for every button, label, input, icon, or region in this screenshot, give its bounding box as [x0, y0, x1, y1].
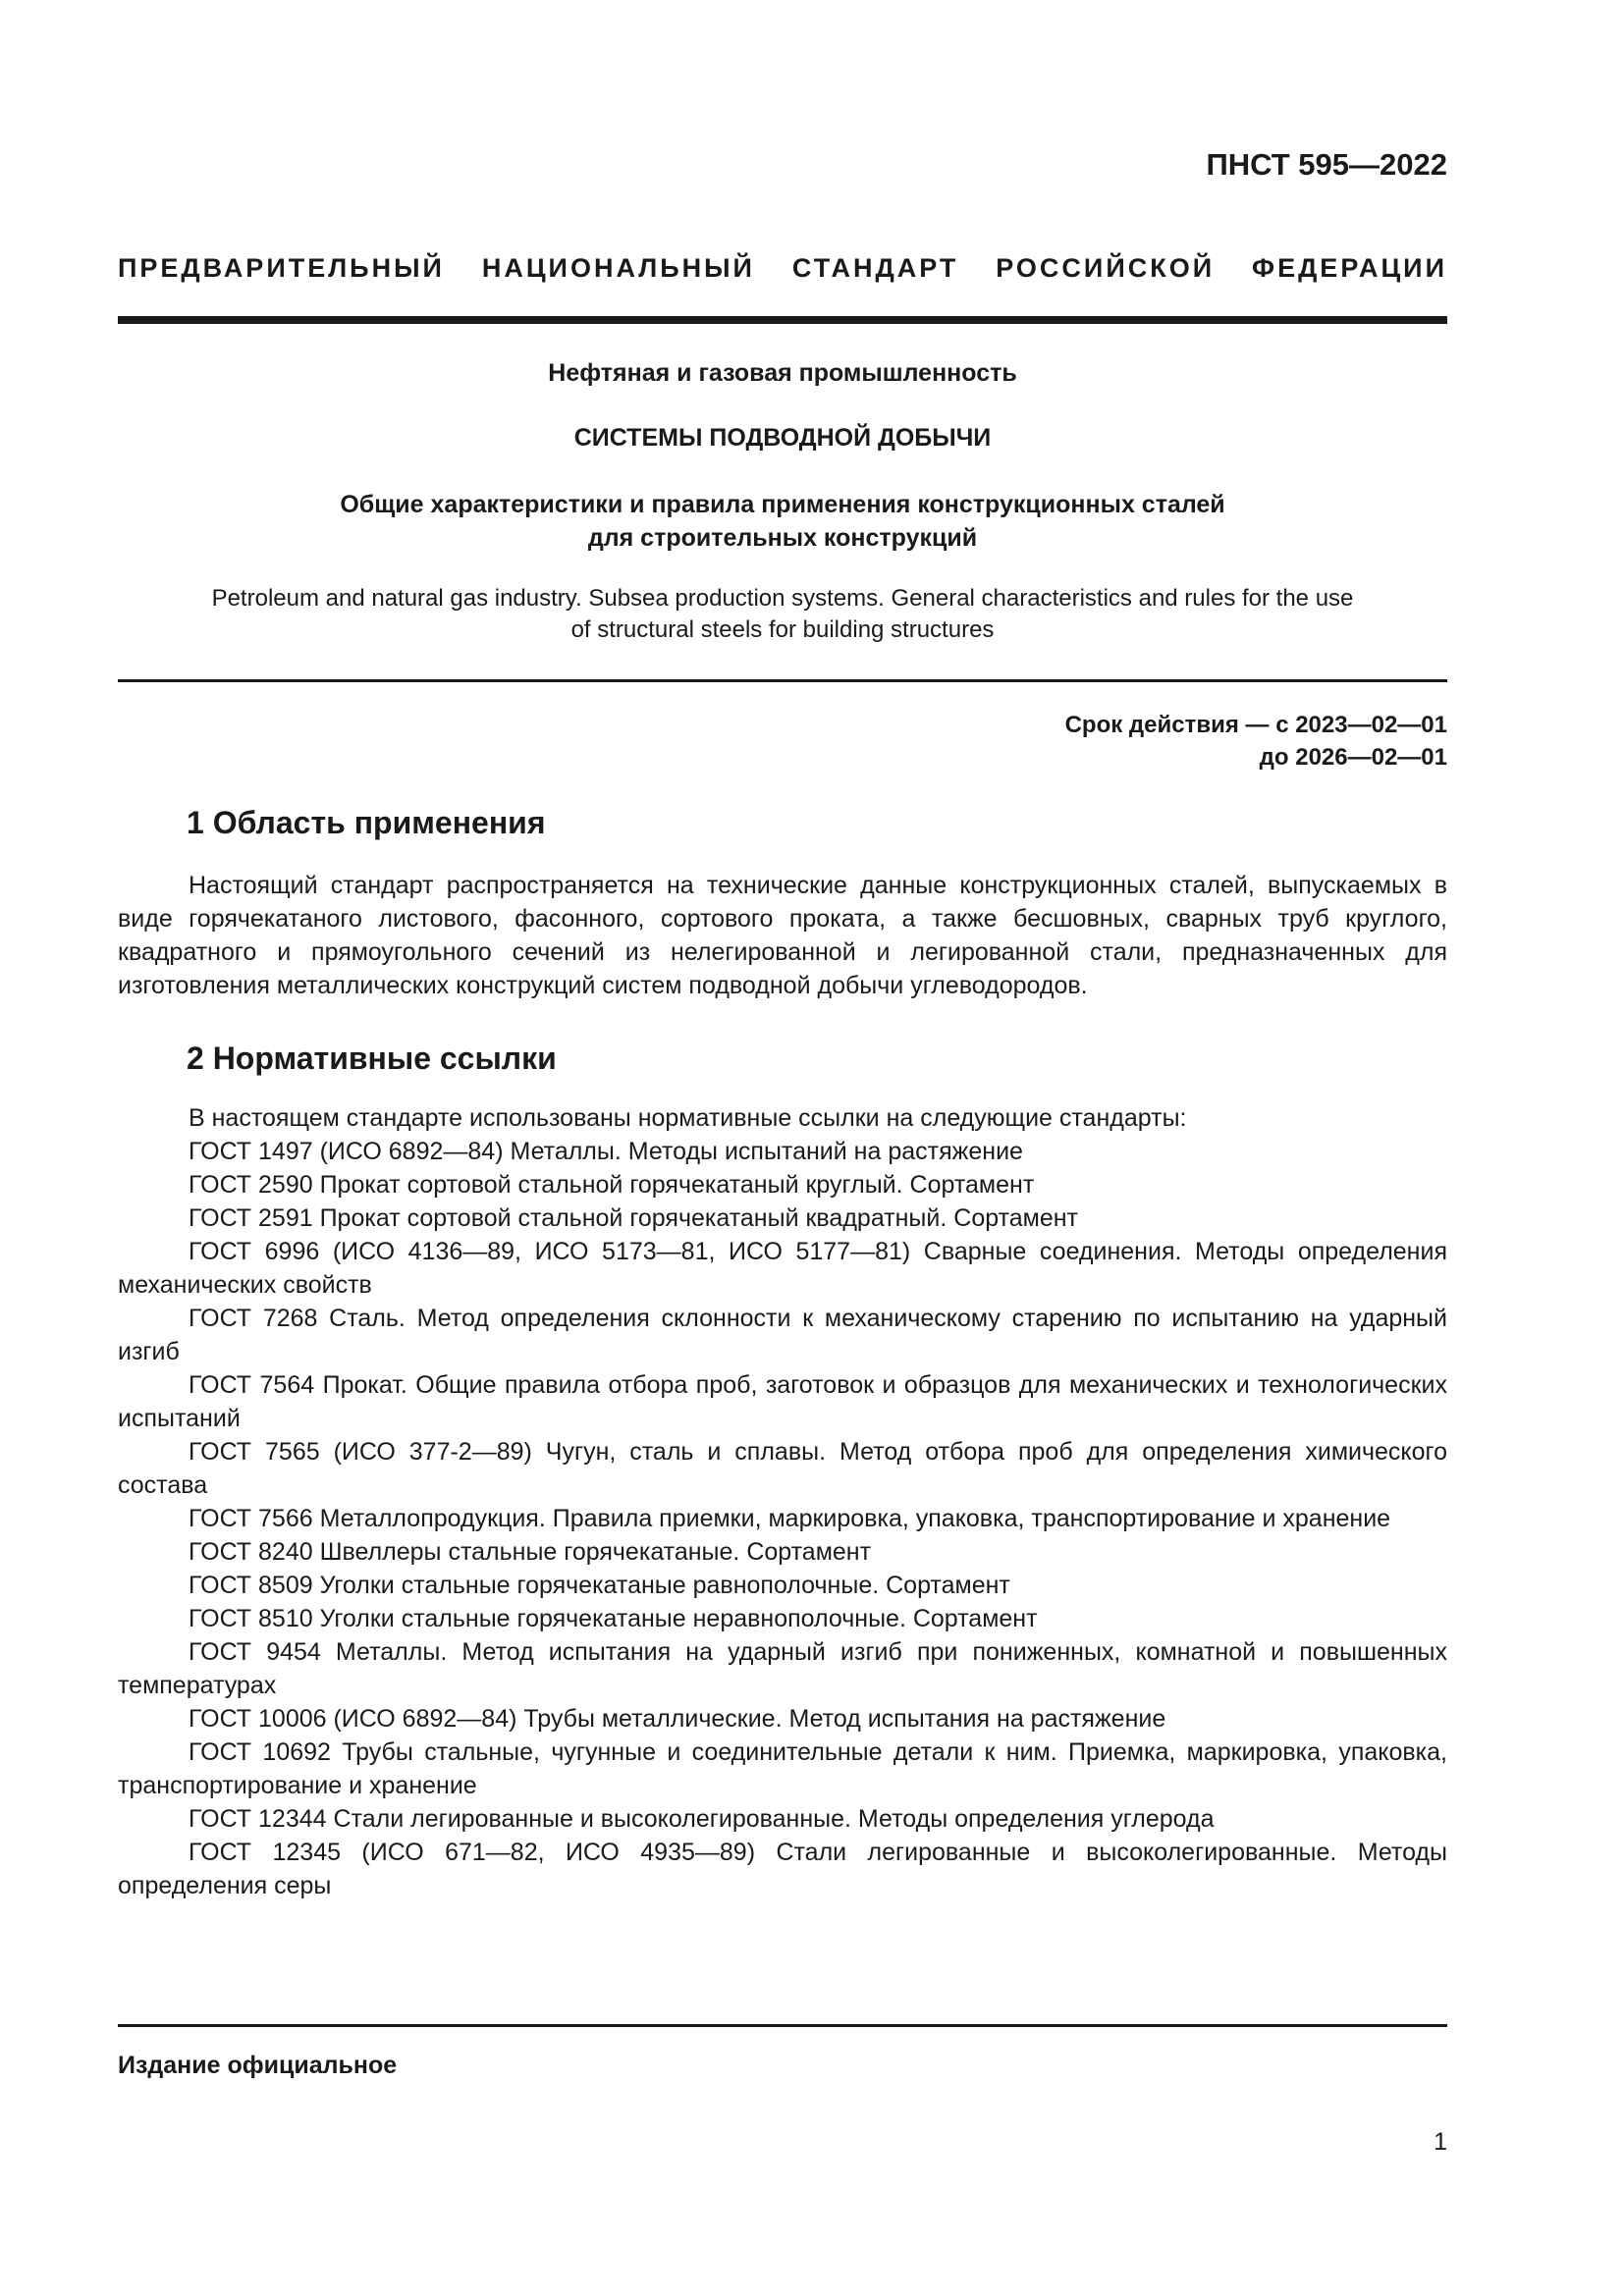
page-number: 1 [1434, 2128, 1447, 2156]
industry-title: Нефтяная и газовая промышленность [548, 359, 1017, 387]
validity-to: до 2026—02—01 [1259, 744, 1447, 771]
reference-item: ГОСТ 7566 Металлопродукция. Правила приемки, маркировка, упаковка, транспортирование и хранение [189, 1505, 1391, 1532]
reference-item: ГОСТ 12345 (ИСО 671—82, ИСО 4935—89) Стали легированные и высоколегированные. Методы определения серы [118, 1839, 1447, 1899]
title-bottom-rule [118, 679, 1447, 682]
document-number: ПНСТ 595—2022 [1206, 147, 1447, 182]
reference-item: ГОСТ 8510 Уголки стальные горячекатаные неравнополочные. Сортамент [189, 1605, 1038, 1632]
reference-item: ГОСТ 2590 Прокат сортовой стальной горячекатаный круглый. Сортамент [189, 1171, 1035, 1199]
subject-title-line1: Общие характеристики и правила применения конструкционных сталей [340, 491, 1225, 518]
reference-item: ГОСТ 7565 (ИСО 377-2—89) Чугун, сталь и сплавы. Метод отбора проб для определения химического состава [118, 1438, 1447, 1499]
reference-item: ГОСТ 8240 Швеллеры стальные горячекатаные. Сортамент [189, 1538, 872, 1566]
reference-item: ГОСТ 9454 Металлы. Метод испытания на ударный изгиб при пониженных, комнатной и повышенных температурах [118, 1638, 1447, 1699]
english-title-line1: Petroleum and natural gas industry. Subsea production systems. General characteristics and rules for the use [211, 585, 1354, 612]
references-list [118, 1135, 1447, 1902]
official-edition-label: Издание официальное [118, 2052, 398, 2079]
english-title [118, 583, 1447, 646]
reference-item: ГОСТ 1497 (ИСО 6892—84) Металлы. Методы испытаний на растяжение [189, 1138, 1023, 1165]
standard-banner: ПРЕДВАРИТЕЛЬНЫЙ НАЦИОНАЛЬНЫЙ СТАНДАРТ РОССИЙСКОЙ ФЕДЕРАЦИИ [118, 253, 1447, 283]
reference-item: ГОСТ 8509 Уголки стальные горячекатаные равнополочные. Сортамент [189, 1572, 1010, 1599]
reference-item: ГОСТ 7268 Сталь. Метод определения склонности к механическому старению по испытанию на ударный изгиб [118, 1305, 1447, 1365]
section-2-heading: 2 Нормативные ссылки [187, 1041, 557, 1076]
validity-period [1065, 709, 1447, 774]
validity-from: Срок действия — с 2023—02—01 [1064, 712, 1447, 738]
reference-item: ГОСТ 10006 (ИСО 6892—84) Трубы металлические. Метод испытания на растяжение [189, 1705, 1166, 1733]
subject-title [118, 488, 1447, 555]
reference-item: ГОСТ 6996 (ИСО 4136—89, ИСО 5173—81, ИСО 5177—81) Сварные соединения. Методы определения механических свойств [118, 1238, 1447, 1299]
section-2-body [118, 1101, 1447, 1902]
reference-item: ГОСТ 2591 Прокат сортовой стальной горячекатаный квадратный. Сортамент [189, 1204, 1078, 1232]
references-intro: В настоящем стандарте использованы нормативные ссылки на следующие стандарты: [189, 1104, 1187, 1132]
subject-title-line2: для строительных конструкций [587, 524, 978, 552]
footer-rule [118, 2024, 1447, 2027]
reference-item: ГОСТ 7564 Прокат. Общие правила отбора проб, заготовок и образцов для механических и технологических испытаний [118, 1371, 1447, 1432]
system-title: СИСТЕМЫ ПОДВОДНОЙ ДОБЫЧИ [573, 424, 992, 452]
reference-item: ГОСТ 10692 Трубы стальные, чугунные и соединительные детали к ним. Приемка, маркировка, упаковка, транспортирование и хранение [118, 1738, 1447, 1799]
section-1-paragraph: Настоящий стандарт распространяется на технические данные конструкционных сталей, выпускаемых в виде горячекатаного листового, фасонного, сортового проката, а также бесшовных, сварных труб круглого, квадратного и прямоугольного сечений из нелегированной и легированной стали, предназначенных для изготовления металлических конструкций систем подводной добычи углеводородов. [118, 872, 1447, 999]
section-1-heading: 1 Область применения [187, 805, 546, 840]
section-1-body [118, 869, 1447, 1002]
reference-item: ГОСТ 12344 Стали легированные и высоколегированные. Методы определения углерода [189, 1805, 1215, 1833]
top-thick-rule [118, 316, 1447, 324]
english-title-line2: of structural steels for building structures [570, 616, 995, 643]
